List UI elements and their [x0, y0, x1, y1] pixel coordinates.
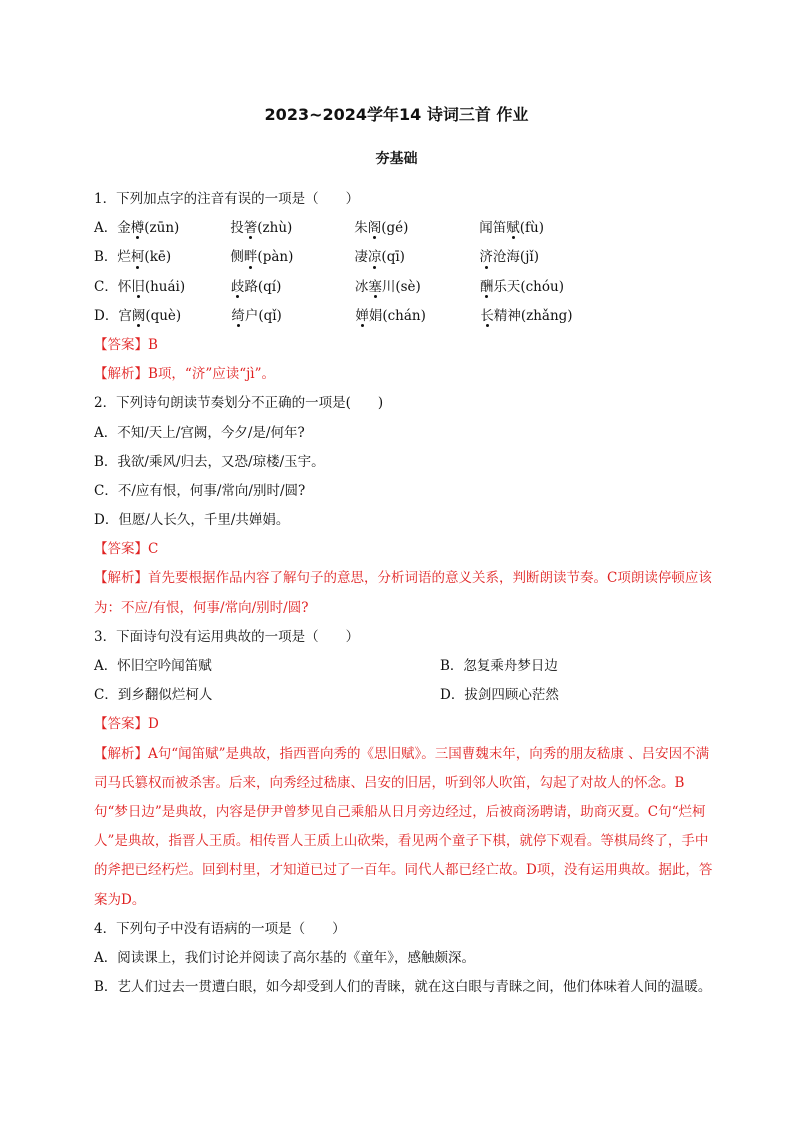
analysis-tag: 【解析】: [94, 366, 148, 383]
question-2-option-d: D．但愿/人长久，千里/共婵娟。: [94, 512, 290, 529]
answer-tag: 【答案】: [94, 716, 148, 733]
option-item: [355, 273, 480, 302]
option-item: [354, 214, 479, 243]
emphasized-character: 塞: [368, 273, 382, 302]
emphasized-character: 赋: [506, 214, 520, 243]
option-text: 宫: [118, 307, 132, 324]
option-pinyin: (huái): [144, 278, 186, 295]
emphasized-character: 酬: [480, 273, 494, 302]
option-pinyin: 乐天(chóu): [493, 278, 564, 295]
option-label: A．: [94, 220, 118, 237]
question-2-stem: 2．下列诗句朗读节奏划分不正确的一项是( ): [94, 395, 384, 412]
option-pinyin: (zhù): [257, 220, 293, 237]
question-3-options-row-2: [94, 681, 714, 710]
question-3-answer: [94, 710, 714, 739]
emphasized-character: 婵: [355, 302, 369, 331]
option-pinyin: (què): [145, 307, 182, 324]
option-item: [230, 243, 354, 272]
option-item: [479, 214, 544, 243]
option-pinyin: 沧海(jǐ): [492, 249, 539, 266]
question-1-analysis: [94, 360, 714, 389]
analysis-tag: 【解析】: [94, 745, 148, 762]
question-3-option-b: B．忽复乘舟梦日边: [440, 658, 558, 675]
emphasized-character: 樽: [131, 214, 145, 243]
emphasized-character: 畔: [244, 243, 258, 272]
question-1-option-row: [94, 214, 714, 243]
analysis-text: A句“闻笛赋”是典故，指西晋向秀的《思旧赋》。三国曹魏末年，向秀的朋友嵇康 、吕安因不满司马氏篡权而被杀害。后来，向秀经过嵇康、吕安的旧居，听到邻人吹笛，勾起了对故人的怀念。B句“梦日边”是典故，内容是伊尹曾梦见自己乘船从日月旁边经过，后被商汤聘请，助商灭夏。C句“烂柯人”是典故，指晋人王质。相传晋人王质上山砍柴，看见两个童子下棋，就停下观看。等棋局终了，手中的斧把已经朽烂。回到村里，才知道已过了一百年。同代人都已经亡故。D项，没有运用典故。据此，答案为D。: [94, 745, 713, 908]
emphasized-character: 济: [479, 243, 493, 272]
question-3-analysis: [94, 740, 714, 915]
option-item: [230, 214, 354, 243]
option-pinyin: 户(qǐ): [244, 307, 282, 324]
emphasized-character: 长: [480, 302, 494, 331]
option-pinyin: 川(sè): [381, 278, 421, 295]
option-pinyin: (pàn): [257, 249, 294, 266]
emphasized-character: 柯: [131, 243, 145, 272]
question-4-option-a: A．阅读课上，我们讨论并阅读了高尔基的《童年》，感触颇深。: [94, 950, 475, 966]
analysis-text: B项，“济”应读“jì”。: [148, 366, 276, 383]
question-2-option-a: A．不知/天上/宫阙，今夕/是/何年?: [94, 424, 305, 441]
question-2-answer: [94, 535, 714, 564]
question-2-option-b: B．我欲/乘风/归去，又恐/琼楼/玉宇。: [94, 453, 325, 470]
option-item: [480, 273, 564, 302]
question-3-option-c: C．到乡翻似烂柯人: [94, 687, 213, 704]
option-pinyin: (qī): [381, 249, 405, 266]
emphasized-character: 旧: [131, 273, 145, 302]
question-1-option-row: [94, 243, 714, 272]
emphasized-character: 箸: [244, 214, 258, 243]
option-pinyin: 精神(zhǎng): [493, 307, 573, 324]
option-pinyin: (kē): [144, 249, 172, 266]
question-1-option-row: [94, 302, 714, 331]
question-1-answer: [94, 331, 714, 360]
answer-value: B: [148, 336, 158, 353]
option-item: [118, 302, 231, 331]
option-label: C．: [94, 278, 118, 295]
option-label: B．: [94, 249, 118, 266]
question-3-stem: 3．下面诗句没有运用典故的一项是（ ）: [94, 628, 360, 645]
question-3-option-d: D．拔剑四顾心茫然: [440, 687, 559, 704]
emphasized-character: 凉: [368, 243, 382, 272]
question-3-option-a: A．怀旧空吟闻笛赋: [94, 658, 212, 675]
answer-tag: 【答案】: [94, 541, 148, 558]
option-item: [117, 243, 230, 272]
question-2-analysis: [94, 564, 714, 622]
question-1-options: [94, 214, 714, 331]
analysis-text: 首先要根据作品内容了解句子的意思，分析词语的意义关系，判断朗读节奏。C项朗读停顿应该为：不应/有恨，何事/常向/别时/圆?: [94, 570, 712, 616]
question-1-stem: 1．下列加点字的注音有误的一项是（ ）: [94, 191, 360, 207]
question-1-option-row: [94, 273, 714, 302]
emphasized-character: 歧: [231, 273, 245, 302]
option-item: [354, 243, 479, 272]
answer-value: D: [148, 716, 159, 733]
option-pinyin: (fù): [519, 220, 544, 237]
option-text: 金: [117, 220, 131, 237]
option-text: 冰: [354, 278, 369, 295]
option-pinyin: (zūn): [144, 220, 180, 237]
option-item: [117, 214, 230, 243]
question-3-options-row-1: [94, 652, 714, 681]
option-item: [231, 273, 355, 302]
option-item: [118, 273, 231, 302]
option-item: [355, 302, 480, 331]
option-text: 投: [230, 220, 244, 237]
answer-tag: 【答案】: [94, 336, 148, 353]
emphasized-character: 阙: [132, 302, 146, 331]
option-item: [231, 302, 355, 331]
option-pinyin: 娟(chán): [368, 307, 426, 324]
emphasized-character: 阁: [368, 214, 382, 243]
document-title: 2023~2024学年14 诗词三首 作业: [264, 105, 529, 124]
analysis-tag: 【解析】: [94, 570, 148, 587]
option-text: 烂: [117, 249, 131, 266]
question-2-option-c: C．不/应有恨，何事/常向/别时/圆?: [94, 482, 306, 499]
option-text: 侧: [230, 249, 244, 266]
question-4-stem: 4．下列句子中没有语病的一项是（ ）: [94, 920, 346, 937]
option-text: 怀: [117, 278, 132, 295]
option-label: D．: [94, 307, 119, 324]
option-item: [479, 243, 539, 272]
section-heading: 夯基础: [375, 151, 418, 167]
option-text: 闻笛: [479, 220, 507, 237]
question-4-option-b: B．艺人们过去一贯遭白眼，如今却受到人们的青睐，就在这白眼与青睐之间，他们体味着人间的温暖。: [94, 979, 712, 996]
option-item: [480, 302, 572, 331]
option-text: 凄: [354, 249, 368, 266]
option-pinyin: 路(qí): [244, 278, 282, 295]
question-list: [94, 185, 714, 1002]
answer-value: C: [148, 541, 159, 558]
option-text: 朱: [354, 220, 368, 237]
option-pinyin: (gé): [381, 220, 409, 237]
emphasized-character: 绮: [231, 302, 245, 331]
